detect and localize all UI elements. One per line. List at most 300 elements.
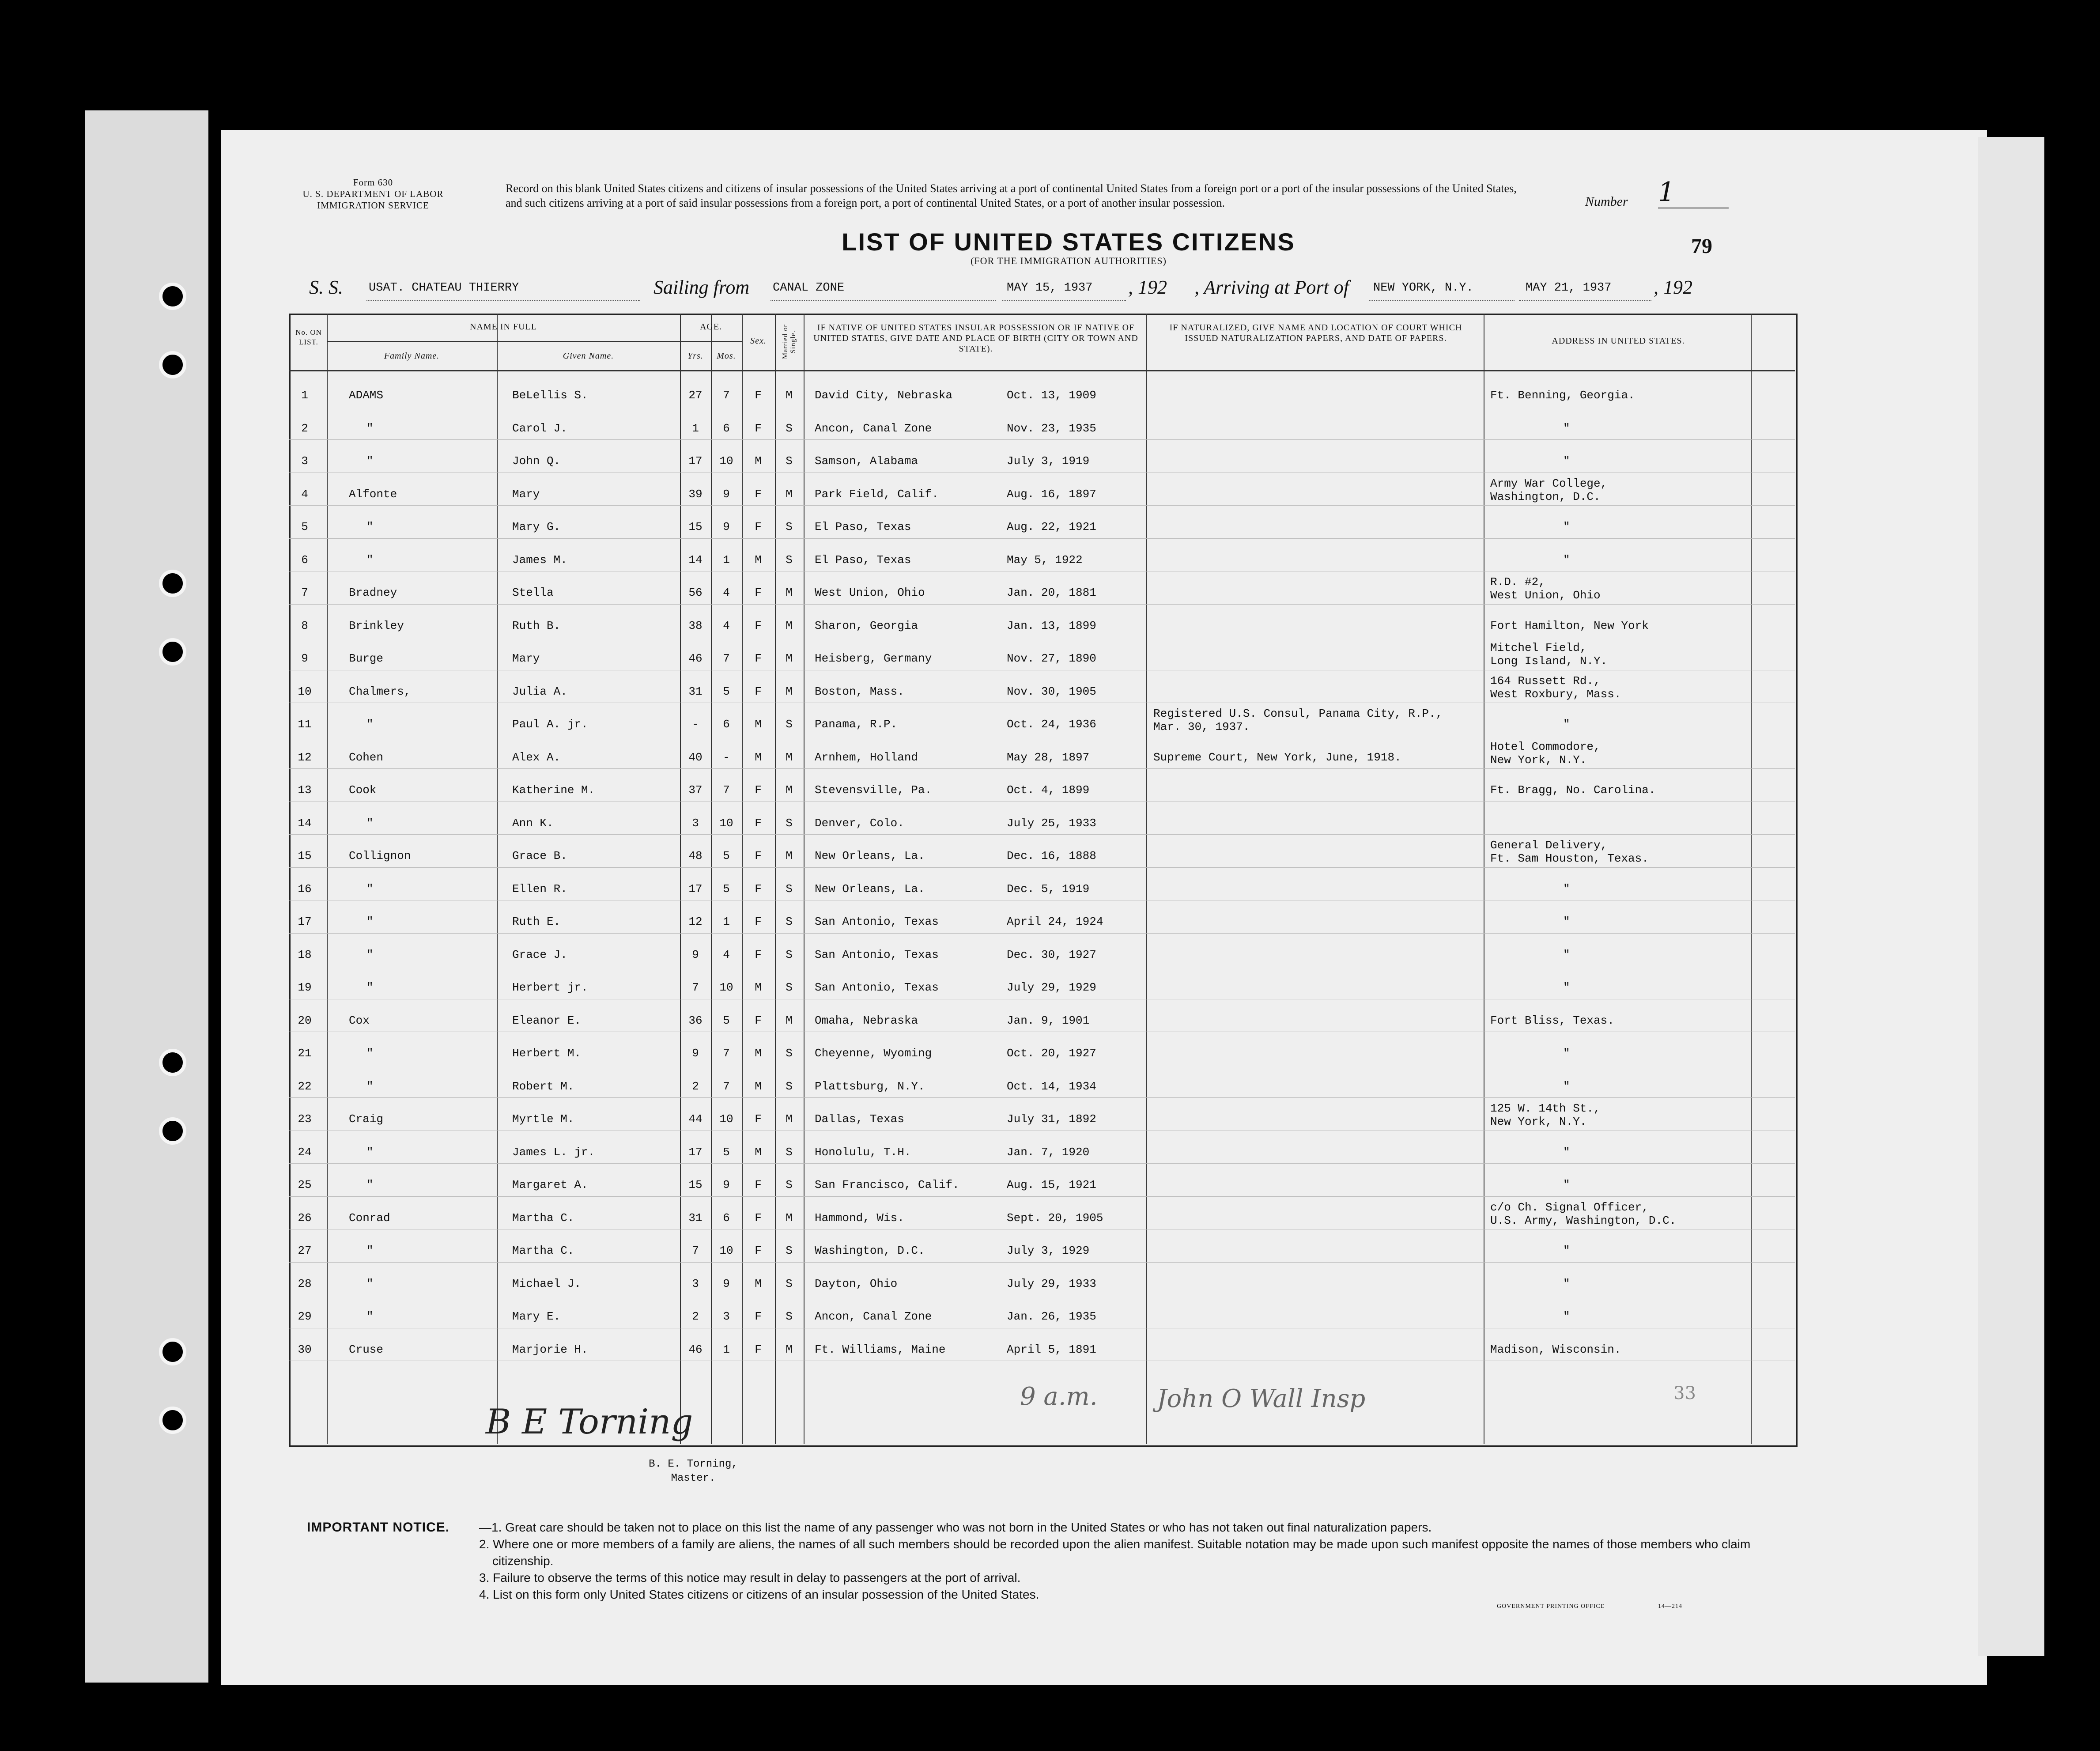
given-name: Martha C. xyxy=(512,1244,574,1257)
row-number: 27 xyxy=(298,1244,312,1257)
birth-date: Oct. 24, 1936 xyxy=(1007,718,1096,731)
given-name: Grace B. xyxy=(512,849,567,862)
given-name: Martha C. xyxy=(512,1211,574,1225)
row-number: 29 xyxy=(298,1310,312,1323)
row-number: 25 xyxy=(298,1178,312,1191)
family-name: " xyxy=(366,948,374,961)
birth-place: Plattsburg, N.Y. xyxy=(815,1079,925,1093)
address: " xyxy=(1563,1244,1570,1257)
row-number: 3 xyxy=(301,454,308,468)
given-name: Ann K. xyxy=(512,816,554,830)
sex: F xyxy=(755,1014,762,1027)
given-name: Margaret A. xyxy=(512,1178,588,1191)
age-years: 36 xyxy=(688,1014,703,1027)
row-number: 20 xyxy=(298,1014,312,1027)
age-months: 7 xyxy=(723,652,730,665)
row-number: 16 xyxy=(298,882,312,896)
age-years: 44 xyxy=(688,1112,703,1126)
birth-place: San Francisco, Calif. xyxy=(815,1178,959,1191)
master-signature: B E Torning xyxy=(486,1402,693,1442)
service: IMMIGRATION SERVICE xyxy=(317,200,429,211)
row-rule xyxy=(289,1163,1795,1164)
birth-date: Aug. 16, 1897 xyxy=(1007,487,1096,501)
age-years: 9 xyxy=(692,948,699,961)
age-years: - xyxy=(692,718,699,731)
marital-status: S xyxy=(786,1047,793,1060)
birth-place: New Orleans, La. xyxy=(815,849,925,862)
age-months: - xyxy=(723,750,730,764)
age-months: 5 xyxy=(723,882,730,896)
given-name: Herbert jr. xyxy=(512,981,588,994)
marital-status: S xyxy=(786,553,793,567)
marital-status: S xyxy=(786,915,793,928)
birth-date: Aug. 15, 1921 xyxy=(1007,1178,1096,1191)
birth-date: Oct. 14, 1934 xyxy=(1007,1079,1096,1093)
handwritten-time: 9 a.m. xyxy=(1020,1382,1098,1411)
page-title: LIST OF UNITED STATES CITIZENS xyxy=(842,228,1296,256)
sex: F xyxy=(755,1343,762,1356)
family-name: " xyxy=(366,421,374,435)
age-years: 3 xyxy=(692,1277,699,1290)
notice-item: 4. List on this form only United States citizens or citizens of an insular possession of the United States. xyxy=(479,1588,1039,1601)
age-years: 37 xyxy=(688,783,703,797)
birth-place: Boston, Mass. xyxy=(815,685,904,698)
row-number: 23 xyxy=(298,1112,312,1126)
row-number: 8 xyxy=(301,619,308,632)
col-address: ADDRESS IN UNITED STATES. xyxy=(1552,336,1685,346)
age-years: 7 xyxy=(692,1244,699,1257)
sex: F xyxy=(755,619,762,632)
sailing-date: MAY 15, 1937 xyxy=(1007,281,1093,295)
given-name: Julia A. xyxy=(512,685,567,698)
handwritten-count: 33 xyxy=(1673,1383,1696,1403)
birth-date: Jan. 20, 1881 xyxy=(1007,586,1096,599)
marital-status: S xyxy=(786,1145,793,1159)
age-years: 17 xyxy=(688,454,703,468)
address: " xyxy=(1563,981,1570,994)
row-number: 12 xyxy=(298,750,312,764)
birth-place: Arnhem, Holland xyxy=(815,750,918,764)
birth-place: Sharon, Georgia xyxy=(815,619,918,632)
sex: M xyxy=(755,1145,762,1159)
age-months: 5 xyxy=(723,849,730,862)
sex: F xyxy=(755,816,762,830)
naturalization: Registered U.S. Consul, Panama City, R.P., Mar. 30, 1937. xyxy=(1153,707,1443,734)
row-number: 6 xyxy=(301,553,308,567)
sex: F xyxy=(755,1178,762,1191)
age-months: 9 xyxy=(723,487,730,501)
sex: F xyxy=(755,783,762,797)
age-years: 1 xyxy=(692,421,699,435)
birth-date: May 5, 1922 xyxy=(1007,553,1083,567)
family-name: Cruse xyxy=(349,1343,384,1356)
family-name: " xyxy=(366,718,374,731)
row-rule xyxy=(289,604,1795,605)
birth-date: Jan. 13, 1899 xyxy=(1007,619,1096,632)
notice-item: 3. Failure to observe the terms of this notice may result in delay to passengers at the port of arrival. xyxy=(479,1571,1021,1585)
marital-status: M xyxy=(786,1014,793,1027)
birth-place: Panama, R.P. xyxy=(815,718,898,731)
row-rule xyxy=(289,768,1795,769)
age-months: 10 xyxy=(719,1112,733,1126)
address: Ft. Bragg, No. Carolina. xyxy=(1490,783,1656,797)
marital-status: M xyxy=(786,750,793,764)
given-name: Grace J. xyxy=(512,948,567,961)
family-name: Bradney xyxy=(349,586,397,599)
year-suffix-2: , 192 xyxy=(1654,276,1692,298)
printer-office: GOVERNMENT PRINTING OFFICE xyxy=(1497,1603,1605,1610)
age-years: 7 xyxy=(692,981,699,994)
address: " xyxy=(1563,1047,1570,1060)
given-name: Katherine M. xyxy=(512,783,595,797)
sex: M xyxy=(755,981,762,994)
age-years: 46 xyxy=(688,652,703,665)
row-number: 30 xyxy=(298,1343,312,1356)
row-rule xyxy=(289,1097,1795,1098)
birth-date: Jan. 26, 1935 xyxy=(1007,1310,1096,1323)
sex: F xyxy=(755,1211,762,1225)
family-name: " xyxy=(366,1145,374,1159)
family-name: " xyxy=(366,1047,374,1060)
age-months: 4 xyxy=(723,619,730,632)
family-name: " xyxy=(366,816,374,830)
family-name: " xyxy=(366,1310,374,1323)
address: " xyxy=(1563,1277,1570,1290)
adjacent-page-edge xyxy=(1978,137,2044,1656)
birth-place: New Orleans, La. xyxy=(815,882,925,896)
row-rule xyxy=(289,439,1795,440)
row-rule xyxy=(289,505,1795,506)
sex: F xyxy=(755,487,762,501)
notice-item: —1. Great care should be taken not to place on this list the name of any passenger who was not born in the United States or who has not taken out final naturalization papers. xyxy=(479,1520,1432,1534)
row-rule xyxy=(289,1196,1795,1197)
birth-date: July 31, 1892 xyxy=(1007,1112,1096,1126)
address: Hotel Commodore, New York, N.Y. xyxy=(1490,740,1601,767)
address: " xyxy=(1563,718,1570,731)
given-name: James M. xyxy=(512,553,567,567)
number-label: Number xyxy=(1585,194,1628,209)
marital-status: S xyxy=(786,816,793,830)
marital-status: S xyxy=(786,1310,793,1323)
marital-status: M xyxy=(786,1211,793,1225)
row-number: 1 xyxy=(301,389,308,402)
family-name: Craig xyxy=(349,1112,384,1126)
inspector-signature: John O Wall Insp xyxy=(1157,1384,1366,1413)
birth-place: Ancon, Canal Zone xyxy=(815,421,932,435)
age-years: 31 xyxy=(688,685,703,698)
age-months: 9 xyxy=(723,1277,730,1290)
age-years: 2 xyxy=(692,1310,699,1323)
birth-place: Hammond, Wis. xyxy=(815,1211,904,1225)
sex: F xyxy=(755,849,762,862)
row-number: 28 xyxy=(298,1277,312,1290)
sex: F xyxy=(755,1244,762,1257)
age-months: 4 xyxy=(723,586,730,599)
given-name: BeLellis S. xyxy=(512,389,588,402)
col-name: NAME IN FULL xyxy=(470,322,537,332)
age-months: 7 xyxy=(723,1047,730,1060)
row-number: 22 xyxy=(298,1079,312,1093)
given-name: Mary G. xyxy=(512,520,561,533)
marital-status: S xyxy=(786,882,793,896)
sex: F xyxy=(755,421,762,435)
sex: M xyxy=(755,718,762,731)
family-name: Cohen xyxy=(349,750,384,764)
marital-status: M xyxy=(786,586,793,599)
age-months: 5 xyxy=(723,1145,730,1159)
age-years: 14 xyxy=(688,553,703,567)
age-years: 2 xyxy=(692,1079,699,1093)
age-months: 7 xyxy=(723,783,730,797)
age-years: 9 xyxy=(692,1047,699,1060)
binder-hole xyxy=(159,1338,186,1365)
age-months: 9 xyxy=(723,520,730,533)
given-name: Ruth B. xyxy=(512,619,561,632)
row-number: 15 xyxy=(298,849,312,862)
address: R.D. #2, West Union, Ohio xyxy=(1490,575,1601,602)
form-id-block xyxy=(280,177,466,211)
birth-date: Nov. 27, 1890 xyxy=(1007,652,1096,665)
row-number: 17 xyxy=(298,915,312,928)
row-number: 13 xyxy=(298,783,312,797)
sex: M xyxy=(755,1079,762,1093)
age-years: 17 xyxy=(688,882,703,896)
address: Army War College, Washington, D.C. xyxy=(1490,477,1608,503)
birth-date: Aug. 22, 1921 xyxy=(1007,520,1096,533)
number-value: 1 xyxy=(1658,177,1729,208)
family-name: " xyxy=(366,553,374,567)
family-name: Cox xyxy=(349,1014,370,1027)
address: 125 W. 14th St., New York, N.Y. xyxy=(1490,1102,1601,1128)
family-name: Brinkley xyxy=(349,619,404,632)
sex: F xyxy=(755,948,762,961)
sex: F xyxy=(755,520,762,533)
age-years: 31 xyxy=(688,1211,703,1225)
birth-place: Samson, Alabama xyxy=(815,454,918,468)
row-rule xyxy=(289,834,1795,835)
row-number: 21 xyxy=(298,1047,312,1060)
birth-place: Ft. Williams, Maine xyxy=(815,1343,946,1356)
ship-name: USAT. CHATEAU THIERRY xyxy=(369,281,519,295)
sex: M xyxy=(755,1277,762,1290)
birth-place: Stevensville, Pa. xyxy=(815,783,932,797)
year-suffix-1: , 192 xyxy=(1128,276,1167,298)
given-name: Ellen R. xyxy=(512,882,567,896)
marital-status: M xyxy=(786,1112,793,1126)
address: " xyxy=(1563,553,1570,567)
age-months: 10 xyxy=(719,1244,733,1257)
col-mos: Mos. xyxy=(717,351,736,361)
row-number: 24 xyxy=(298,1145,312,1159)
row-number: 26 xyxy=(298,1211,312,1225)
marital-status: S xyxy=(786,1079,793,1093)
age-months: 10 xyxy=(719,454,733,468)
given-name: Carol J. xyxy=(512,421,567,435)
sex: M xyxy=(755,553,762,567)
address: General Delivery, Ft. Sam Houston, Texas. xyxy=(1490,839,1649,865)
family-name: " xyxy=(366,981,374,994)
row-number: 5 xyxy=(301,520,308,533)
age-years: 48 xyxy=(688,849,703,862)
birth-place: Dallas, Texas xyxy=(815,1112,904,1126)
marital-status: M xyxy=(786,685,793,698)
birth-date: Dec. 30, 1927 xyxy=(1007,948,1096,961)
col-no: No. ON LIST. xyxy=(295,328,322,346)
master-signature-block xyxy=(627,1457,759,1486)
family-name: Collignon xyxy=(349,849,411,862)
binder-hole xyxy=(159,570,186,597)
age-months: 3 xyxy=(723,1310,730,1323)
marital-status: S xyxy=(786,948,793,961)
birth-place: El Paso, Texas xyxy=(815,520,911,533)
sex: F xyxy=(755,1310,762,1323)
birth-date: July 29, 1933 xyxy=(1007,1277,1096,1290)
binder-strip xyxy=(85,110,208,1683)
birth-place: Honolulu, T.H. xyxy=(815,1145,911,1159)
col-birth: IF NATIVE OF UNITED STATES INSULAR POSSESSION OR IF NATIVE OF UNITED STATES, GIVE DATE AND PLACE OF BIRTH (CITY OR TOWN AND STATE). xyxy=(813,323,1138,354)
age-months: 4 xyxy=(723,948,730,961)
marital-status: M xyxy=(786,849,793,862)
address: " xyxy=(1563,1145,1570,1159)
age-years: 15 xyxy=(688,1178,703,1191)
row-number: 10 xyxy=(298,685,312,698)
birth-date: May 28, 1897 xyxy=(1007,750,1090,764)
birth-date: Oct. 20, 1927 xyxy=(1007,1047,1096,1060)
family-name: " xyxy=(366,1244,374,1257)
given-name: James L. jr. xyxy=(512,1145,595,1159)
address: " xyxy=(1563,1178,1570,1191)
family-name: " xyxy=(366,1079,374,1093)
birth-place: Park Field, Calif. xyxy=(815,487,939,501)
address: " xyxy=(1563,882,1570,896)
birth-date: Oct. 13, 1909 xyxy=(1007,389,1096,402)
row-number: 11 xyxy=(298,718,312,731)
department: U. S. DEPARTMENT OF LABOR xyxy=(302,189,444,199)
col-married: Married or Single. xyxy=(782,324,797,359)
col-family: Family Name. xyxy=(384,351,440,361)
address: " xyxy=(1563,948,1570,961)
birth-date: Dec. 16, 1888 xyxy=(1007,849,1096,862)
sex: F xyxy=(755,1112,762,1126)
arriving-port: NEW YORK, N.Y. xyxy=(1373,281,1473,295)
address: Madison, Wisconsin. xyxy=(1490,1343,1621,1356)
row-rule xyxy=(289,538,1795,539)
address: c/o Ch. Signal Officer, U.S. Army, Washington, D.C. xyxy=(1490,1200,1677,1227)
birth-place: San Antonio, Texas xyxy=(815,981,939,994)
age-years: 40 xyxy=(688,750,703,764)
address: " xyxy=(1563,421,1570,435)
birth-date: Dec. 5, 1919 xyxy=(1007,882,1090,896)
marital-status: M xyxy=(786,1343,793,1356)
marital-status: S xyxy=(786,421,793,435)
birth-date: July 25, 1933 xyxy=(1007,816,1096,830)
age-years: 15 xyxy=(688,520,703,533)
sex: F xyxy=(755,685,762,698)
marital-status: S xyxy=(786,1277,793,1290)
sex: F xyxy=(755,389,762,402)
birth-place: David City, Nebraska xyxy=(815,389,953,402)
given-name: Robert M. xyxy=(512,1079,574,1093)
age-months: 6 xyxy=(723,718,730,731)
ss-label: S. S. xyxy=(309,276,343,298)
address: Ft. Benning, Georgia. xyxy=(1490,389,1635,402)
age-months: 6 xyxy=(723,421,730,435)
age-months: 10 xyxy=(719,981,733,994)
marital-status: M xyxy=(786,783,793,797)
address: " xyxy=(1563,915,1570,928)
family-name: " xyxy=(366,1277,374,1290)
family-name: " xyxy=(366,882,374,896)
age-months: 5 xyxy=(723,1014,730,1027)
given-name: Stella xyxy=(512,586,554,599)
family-name: " xyxy=(366,454,374,468)
birth-date: Oct. 4, 1899 xyxy=(1007,783,1090,797)
row-number: 9 xyxy=(301,652,308,665)
master-name: B. E. Torning, xyxy=(649,1458,738,1470)
page-number: 79 xyxy=(1691,234,1712,258)
birth-place: San Antonio, Texas xyxy=(815,948,939,961)
birth-place: Ancon, Canal Zone xyxy=(815,1310,932,1323)
age-months: 10 xyxy=(719,816,733,830)
family-name: Burge xyxy=(349,652,384,665)
marital-status: S xyxy=(786,1178,793,1191)
age-months: 1 xyxy=(723,915,730,928)
row-number: 14 xyxy=(298,816,312,830)
col-sex: Sex. xyxy=(750,336,767,346)
age-years: 46 xyxy=(688,1343,703,1356)
sex: F xyxy=(755,586,762,599)
birth-place: Denver, Colo. xyxy=(815,816,904,830)
given-name: Paul A. jr. xyxy=(512,718,588,731)
row-rule xyxy=(289,933,1795,934)
notice-label: IMPORTANT NOTICE. xyxy=(307,1520,450,1535)
sex: M xyxy=(755,454,762,468)
sex: F xyxy=(755,882,762,896)
birth-date: Nov. 23, 1935 xyxy=(1007,421,1096,435)
birth-date: July 29, 1929 xyxy=(1007,981,1096,994)
record-instruction: Record on this blank United States citizens and citizens of insular possessions of the United States arriving at a port of continental United States from a foreign port or a port of the insular possessions of the United States, and such citizens arriving at a port of said insular possessions from a foreign port, a port of continental United States, or a port of another insular possession. xyxy=(506,182,1517,209)
marital-status: M xyxy=(786,487,793,501)
col-given: Given Name. xyxy=(563,351,614,361)
sex: F xyxy=(755,915,762,928)
given-name: Herbert M. xyxy=(512,1047,582,1060)
birth-place: West Union, Ohio xyxy=(815,586,925,599)
marital-status: S xyxy=(786,454,793,468)
birth-place: Omaha, Nebraska xyxy=(815,1014,918,1027)
birth-place: Heisberg, Germany xyxy=(815,652,932,665)
marital-status: S xyxy=(786,718,793,731)
family-name: ADAMS xyxy=(349,389,384,402)
row-number: 19 xyxy=(298,981,312,994)
given-name: Ruth E. xyxy=(512,915,561,928)
col-naturalized: IF NATURALIZED, GIVE NAME AND LOCATION OF COURT WHICH ISSUED NATURALIZATION PAPERS, AND DATE OF PAPERS. xyxy=(1169,323,1462,343)
marital-status: M xyxy=(786,652,793,665)
address: 164 Russett Rd., West Roxbury, Mass. xyxy=(1490,674,1621,701)
binder-hole xyxy=(159,1049,186,1076)
family-name: Chalmers, xyxy=(349,685,411,698)
col-age: AGE. xyxy=(699,322,722,332)
age-months: 9 xyxy=(723,1178,730,1191)
page-subtitle: (FOR THE IMMIGRATION AUTHORITIES) xyxy=(971,255,1167,266)
birth-place: Washington, D.C. xyxy=(815,1244,925,1257)
age-months: 7 xyxy=(723,389,730,402)
birth-date: July 3, 1929 xyxy=(1007,1244,1090,1257)
binder-hole xyxy=(159,638,186,666)
row-number: 18 xyxy=(298,948,312,961)
address: " xyxy=(1563,1079,1570,1093)
age-months: 1 xyxy=(723,553,730,567)
birth-date: Jan. 9, 1901 xyxy=(1007,1014,1090,1027)
